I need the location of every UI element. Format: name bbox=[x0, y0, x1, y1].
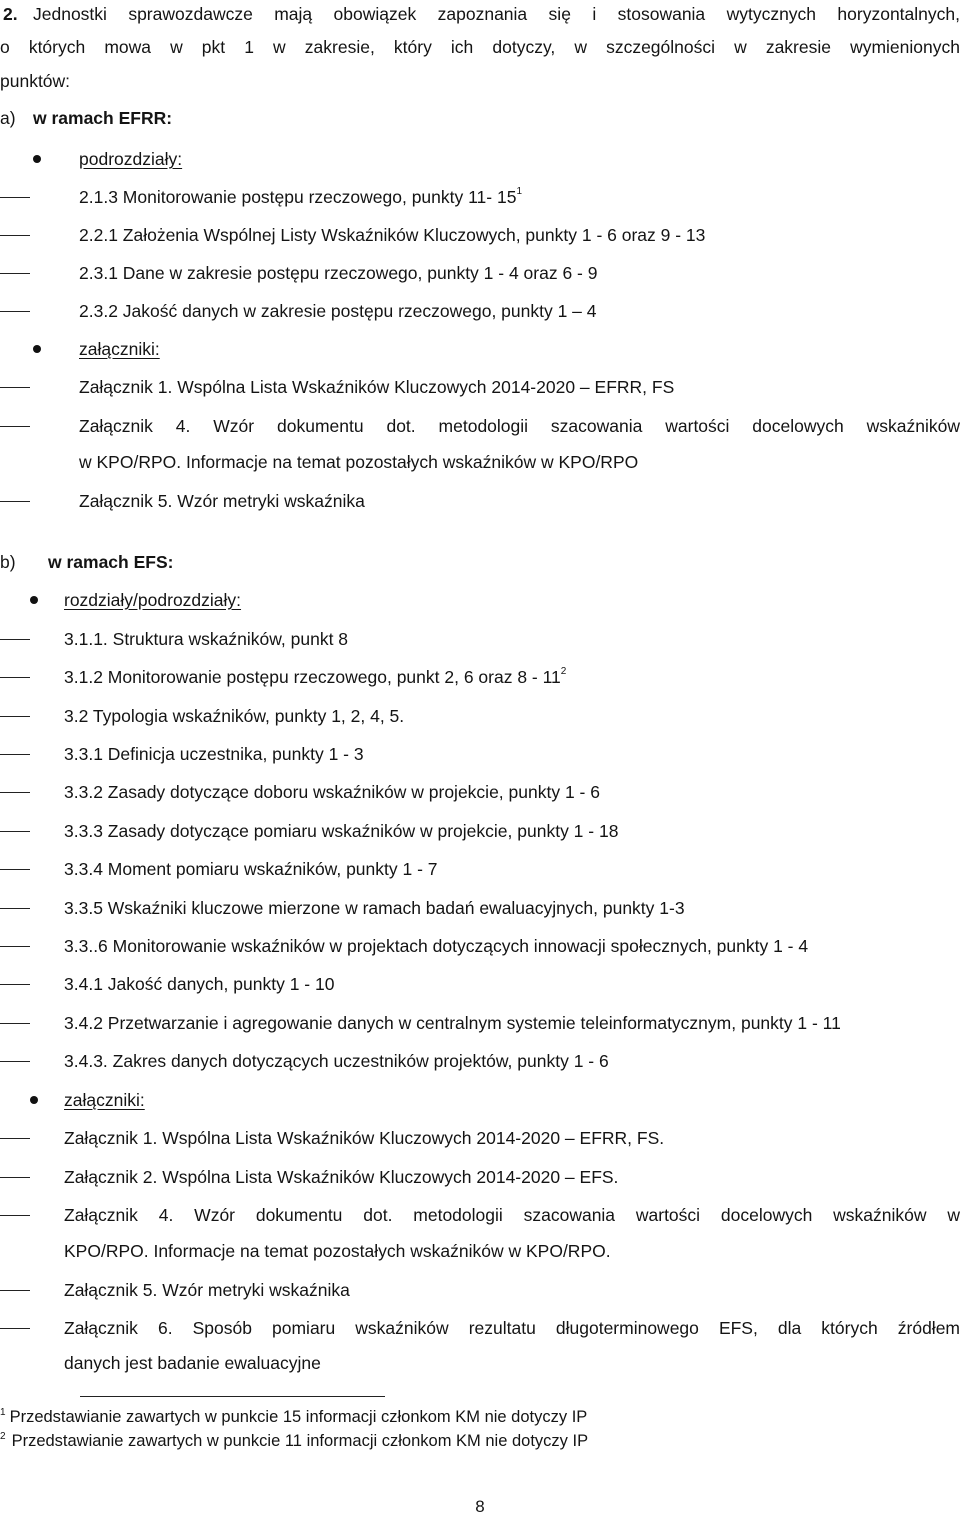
section-intro-text: o których mowa w pkt 1 w zakresie, który ich dotyczy, w szczególności w zakresie wymienionych bbox=[0, 37, 960, 57]
list-item bbox=[0, 856, 960, 882]
list-item-text: 3.4.1 Jakość danych, punkty 1 - 10 bbox=[64, 974, 335, 994]
dash-icon bbox=[0, 197, 30, 198]
list-item bbox=[0, 664, 960, 690]
list-item bbox=[0, 895, 960, 921]
list-item-continuation bbox=[0, 449, 960, 475]
list-item-text: Załącznik 1. Wspólna Lista Wskaźników Kluczowych 2014-2020 – EFRR, FS. bbox=[64, 1128, 665, 1148]
bullet-icon bbox=[33, 155, 41, 163]
page-number: 8 bbox=[475, 1497, 485, 1516]
list-item bbox=[0, 1277, 960, 1303]
list-item-text: 3.1.2 Monitorowanie postępu rzeczowego, punkt 2, 6 oraz $8 - 11^2$ bbox=[64, 666, 567, 687]
list-item bbox=[0, 818, 960, 844]
list-item bbox=[0, 626, 960, 652]
list-item bbox=[0, 1164, 960, 1190]
footnote-ref: 1 bbox=[516, 186, 523, 198]
list-item-text: 3.3.3 Zasady dotyczące pomiaru wskaźników w projekcie, punkty 1 - 18 bbox=[64, 821, 619, 841]
list-item-text: 3.3.2 Zasady dotyczące doboru wskaźników w projekcie, punkty 1 - 6 bbox=[64, 782, 600, 802]
dash-icon bbox=[0, 1215, 30, 1216]
list-item-text: 3.3..6 Monitorowanie wskaźników w projektach dotyczących innowacji społecznych, punkty 1 - 4 bbox=[64, 936, 809, 956]
list-marker: b) bbox=[0, 552, 16, 572]
section-intro-text: Jednostki sprawozdawcze mają obowiązek zapoznania się i stosowania wytycznych horyzontalnych, bbox=[33, 4, 960, 24]
dash-icon bbox=[0, 1328, 30, 1329]
list-item bbox=[0, 703, 960, 729]
list-item-text: Załącznik 2. Wspólna Lista Wskaźników Kluczowych 2014-2020 – EFS. bbox=[64, 1167, 619, 1187]
list-item bbox=[0, 741, 960, 767]
dash-icon bbox=[0, 1177, 30, 1178]
footnote-text: Przedstawianie zawartych w punkcie 15 informacji członkom KM nie dotyczy IP bbox=[9, 1408, 588, 1426]
list-item bbox=[0, 1315, 960, 1341]
efrr-heading: w ramach EFRR: bbox=[33, 108, 173, 128]
list-item bbox=[0, 1125, 960, 1151]
list-item-text: Załącznik 4. Wzór dokumentu dot. metodologii szacowania wartości docelowych wskaźników bbox=[79, 416, 960, 436]
list-item bbox=[0, 933, 960, 959]
efs-heading: w ramach EFS: bbox=[48, 552, 174, 572]
efrr-heading-line bbox=[0, 105, 960, 131]
subsections-label: podrozdziały: bbox=[79, 149, 183, 169]
list-item-text: 3.3.1 Definicja uczestnika, punkty 1 - 3 bbox=[64, 744, 364, 764]
list-item bbox=[0, 260, 960, 286]
efs-attachments-heading bbox=[0, 1087, 960, 1113]
footnote-ref: 2 bbox=[560, 666, 567, 678]
dash-icon bbox=[0, 1061, 30, 1062]
bullet-icon bbox=[30, 596, 38, 604]
dash-icon bbox=[0, 754, 30, 755]
section-2-line-2 bbox=[0, 34, 960, 60]
efs-subsections-heading bbox=[0, 587, 960, 613]
dash-icon bbox=[0, 1290, 30, 1291]
list-item-text: KPO/RPO. Informacje na temat pozostałych wskaźników w KPO/RPO. bbox=[64, 1241, 611, 1261]
dash-icon bbox=[0, 792, 30, 793]
list-item-text: 2.1.3 Monitorowanie postępu rzeczowego, punkty 11- $15^1$ bbox=[79, 186, 523, 207]
list-item bbox=[0, 971, 960, 997]
efs-heading-line bbox=[0, 549, 960, 575]
list-item bbox=[0, 1048, 960, 1074]
dash-icon bbox=[0, 831, 30, 832]
attachments-label: załączniki: bbox=[79, 339, 160, 359]
list-item-text: Załącznik 5. Wzór metryki wskaźnika bbox=[64, 1280, 350, 1300]
dash-icon bbox=[0, 1138, 30, 1139]
list-item-text: 3.3.4 Moment pomiaru wskaźników, punkty 1 - 7 bbox=[64, 859, 438, 879]
list-item bbox=[0, 488, 960, 514]
footnote-marker: 2 bbox=[0, 1430, 6, 1442]
dash-icon bbox=[0, 946, 30, 947]
dash-icon bbox=[0, 426, 30, 427]
list-item-text: 3.4.3. Zakres danych dotyczących uczestników projektów, punkty 1 - 6 bbox=[64, 1051, 609, 1071]
footnote-text: Przedstawianie zawartych w punkcie 11 informacji członkom KM nie dotyczy IP bbox=[11, 1432, 589, 1450]
dash-icon bbox=[0, 1023, 30, 1024]
list-item bbox=[0, 779, 960, 805]
footnote-separator bbox=[80, 1396, 385, 1397]
dash-icon bbox=[0, 908, 30, 909]
section-number: 2. bbox=[3, 4, 18, 24]
section-intro-text: punktów: bbox=[0, 71, 71, 91]
list-item-text: danych jest badanie ewaluacyjne bbox=[64, 1353, 321, 1373]
dash-icon bbox=[0, 387, 30, 388]
list-item-text: Załącznik 5. Wzór metryki wskaźnika bbox=[79, 491, 365, 511]
footnote-2 bbox=[0, 1430, 588, 1452]
list-item bbox=[0, 1202, 960, 1228]
list-item bbox=[0, 413, 960, 439]
footnote-1 bbox=[0, 1406, 587, 1428]
efrr-subsections-heading bbox=[0, 146, 960, 172]
dash-icon bbox=[0, 639, 30, 640]
list-item-text: 2.2.1 Założenia Wspólnej Listy Wskaźników Kluczowych, punkty 1 - 6 oraz 9 - 13 bbox=[79, 225, 706, 245]
footnote-marker: 1 bbox=[0, 1406, 6, 1418]
list-item-text: Załącznik 6. Sposób pomiaru wskaźników rezultatu długoterminowego EFS, dla których źródłem bbox=[64, 1318, 960, 1338]
list-item-text: 2.3.1 Dane w zakresie postępu rzeczowego, punkty 1 - 4 oraz 6 - 9 bbox=[79, 263, 598, 283]
subsections-label: rozdziały/podrozdziały: bbox=[64, 590, 242, 610]
list-item bbox=[0, 184, 960, 210]
dash-icon bbox=[0, 716, 30, 717]
bullet-icon bbox=[30, 1096, 38, 1104]
list-item-text: 2.3.2 Jakość danych w zakresie postępu rzeczowego, punkty 1 – 4 bbox=[79, 301, 597, 321]
dash-icon bbox=[0, 984, 30, 985]
dash-icon bbox=[0, 235, 30, 236]
section-2-line-1 bbox=[0, 1, 960, 27]
list-item-text: w KPO/RPO. Informacje na temat pozostałych wskaźników w KPO/RPO bbox=[79, 452, 639, 472]
efrr-attachments-heading bbox=[0, 336, 960, 362]
list-item-text: 3.1.1. Struktura wskaźników, punkt 8 bbox=[64, 629, 349, 649]
attachments-label: załączniki: bbox=[64, 1090, 145, 1110]
section-2-line-3 bbox=[0, 68, 960, 94]
list-item bbox=[0, 298, 960, 324]
list-item-text: 3.2 Typologia wskaźników, punkty 1, 2, 4, 5. bbox=[64, 706, 405, 726]
bullet-icon bbox=[33, 345, 41, 353]
dash-icon bbox=[0, 677, 30, 678]
dash-icon bbox=[0, 869, 30, 870]
dash-icon bbox=[0, 501, 30, 502]
list-item-continuation bbox=[0, 1350, 960, 1376]
list-item bbox=[0, 1010, 960, 1036]
dash-icon bbox=[0, 311, 30, 312]
list-item-text: Załącznik 1. Wspólna Lista Wskaźników Kluczowych 2014-2020 – EFRR, FS bbox=[79, 377, 675, 397]
list-item-text: 3.3.5 Wskaźniki kluczowe mierzone w ramach badań ewaluacyjnych, punkty 1-3 bbox=[64, 898, 685, 918]
list-item-continuation bbox=[0, 1238, 960, 1264]
list-item-text: 3.4.2 Przetwarzanie i agregowanie danych w centralnym systemie teleinformatycznym, punkty 1 - 11 bbox=[64, 1013, 841, 1033]
list-item-text: Załącznik 4. Wzór dokumentu dot. metodologii szacowania wartości docelowych wskaźników w bbox=[64, 1205, 960, 1225]
list-marker: a) bbox=[0, 108, 16, 128]
list-item bbox=[0, 374, 960, 400]
list-item bbox=[0, 222, 960, 248]
dash-icon bbox=[0, 273, 30, 274]
